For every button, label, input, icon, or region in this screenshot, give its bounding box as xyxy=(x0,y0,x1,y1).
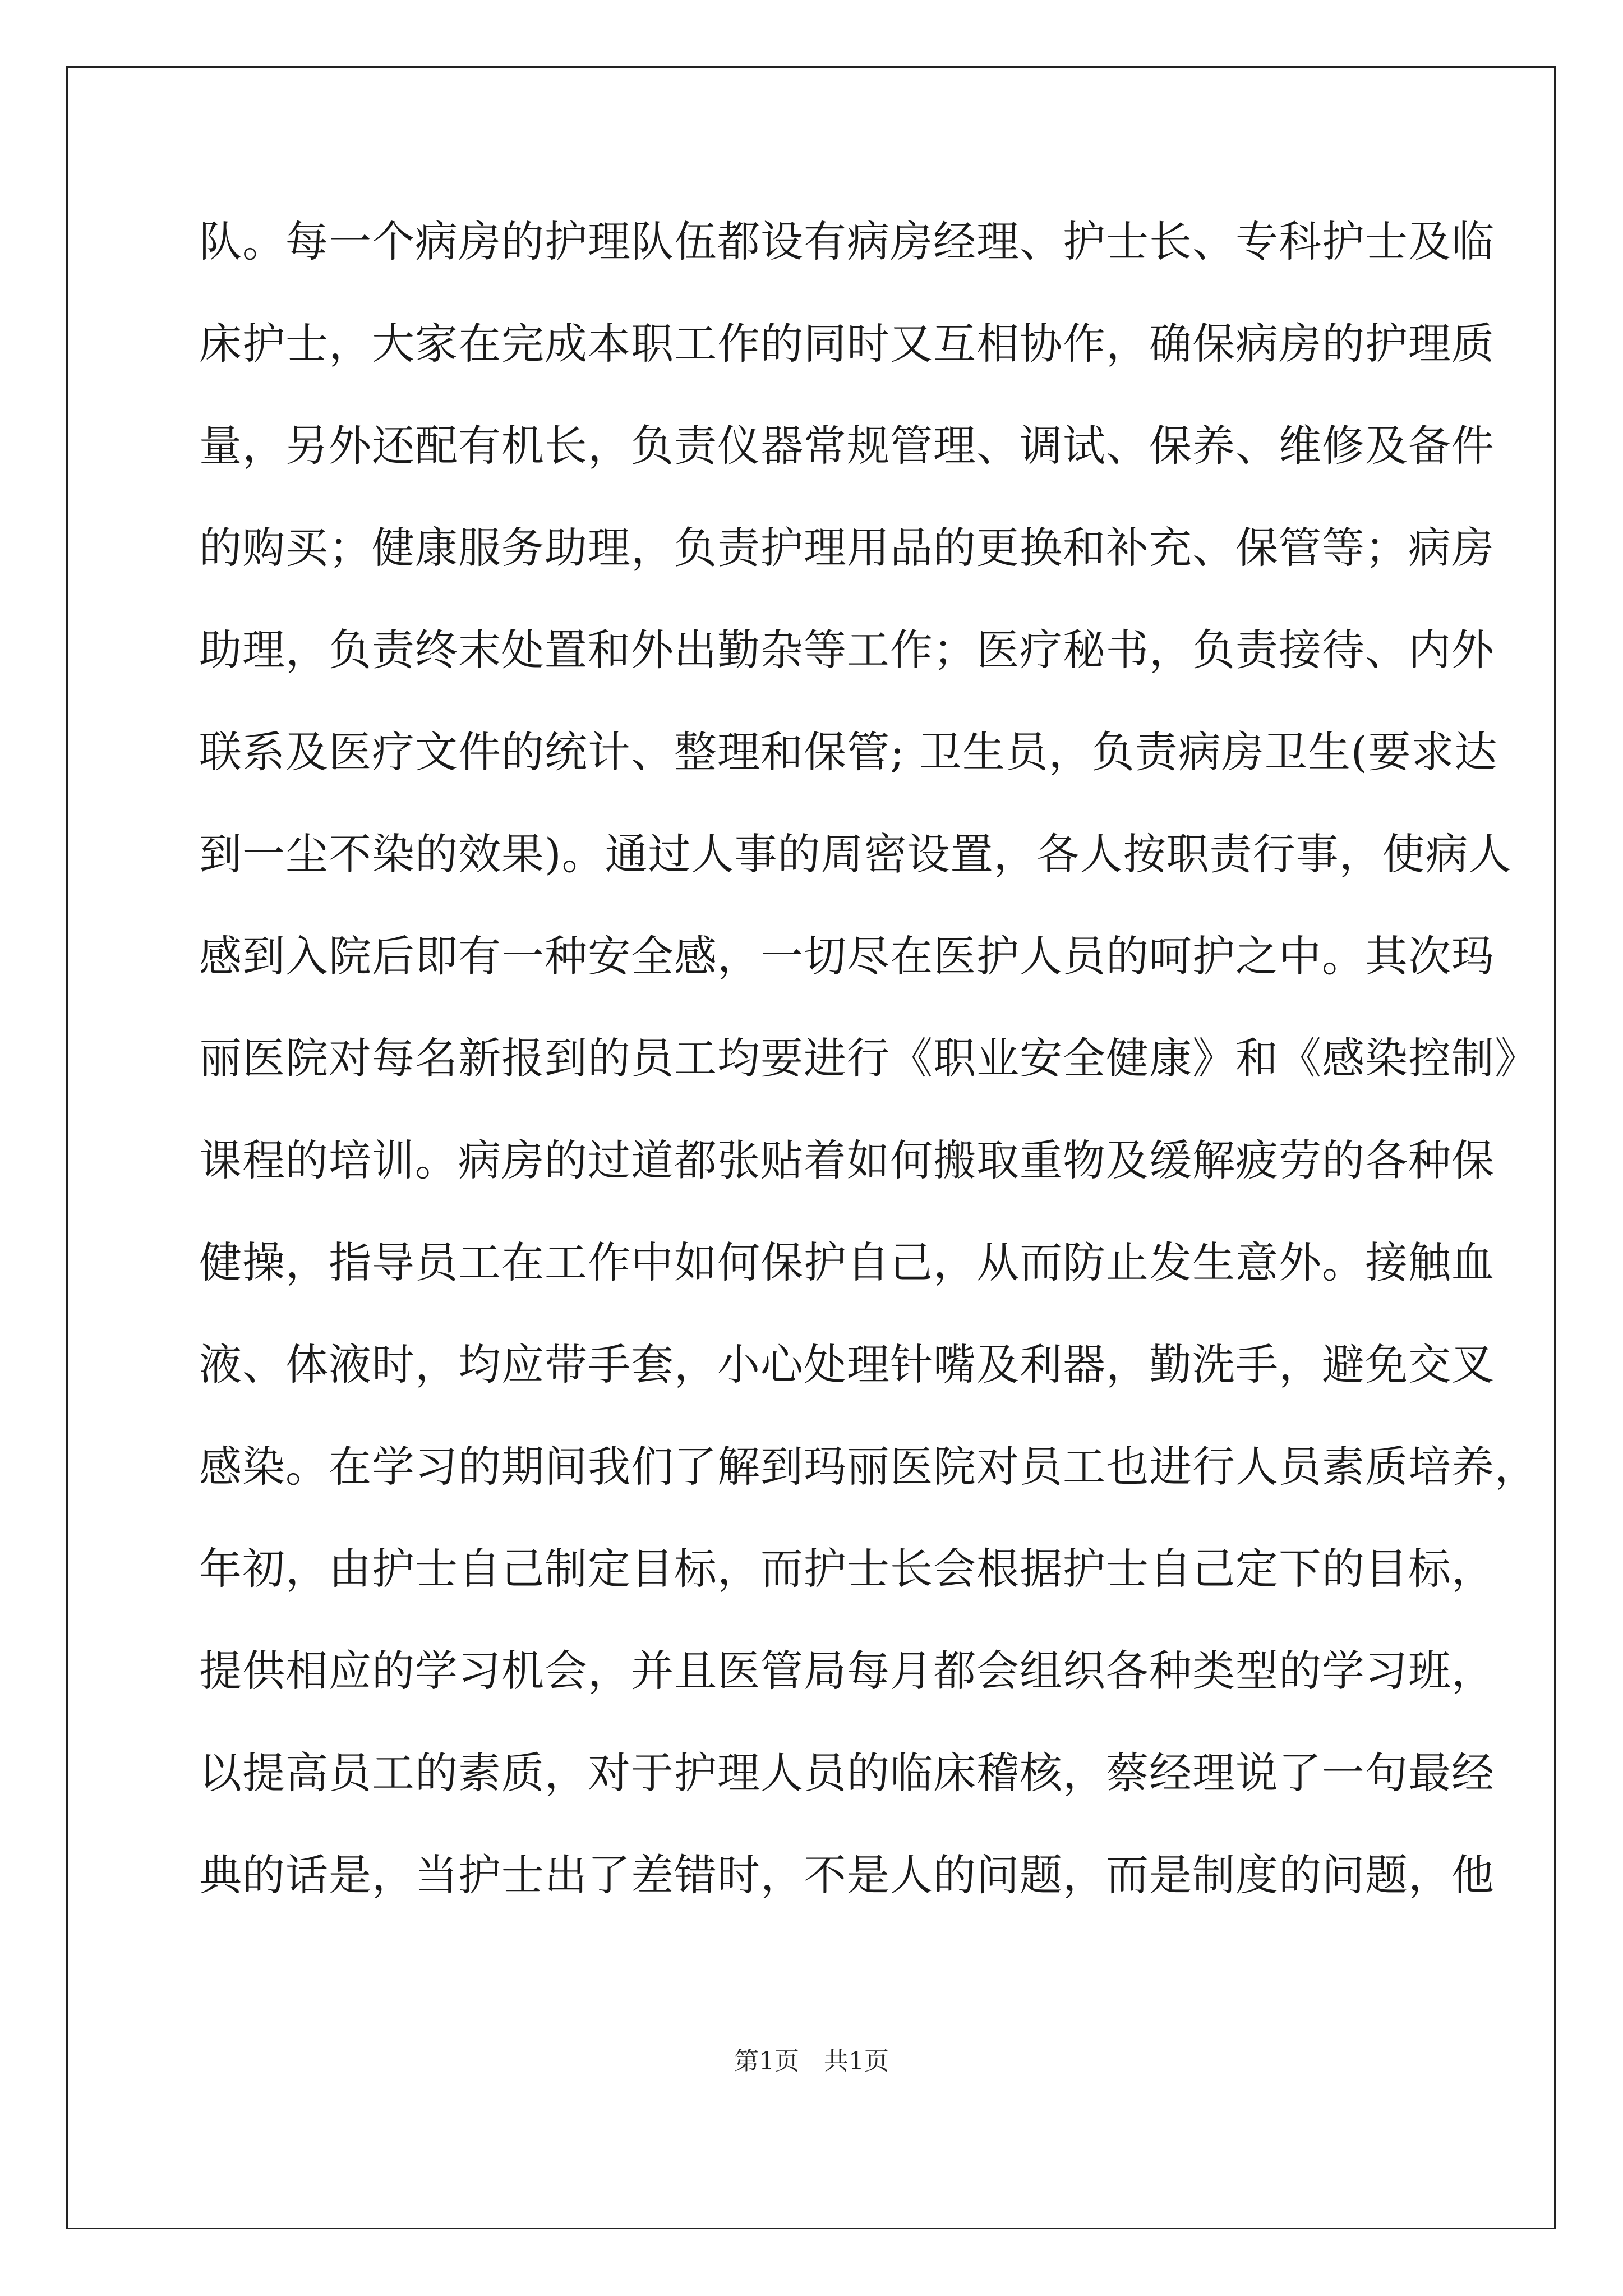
text-line: 的购买；健康服务助理，负责护理用品的更换和补充、保管等；病房 xyxy=(199,523,1495,573)
text-line: 联系及医疗文件的统计、整理和保管; 卫生员，负责病房卫生(要求达 xyxy=(199,727,1498,777)
text-line: 量，另外还配有机长，负责仪器常规管理、调试、保养、维修及备件 xyxy=(199,421,1495,471)
text-line: 健操，指导员工在工作中如何保护自己，从而防止发生意外。接触血 xyxy=(199,1237,1495,1287)
text-line: 提供相应的学习机会，并且医管局每月都会组织各种类型的学习班， xyxy=(199,1646,1495,1696)
text-line: 到一尘不染的效果)。通过人事的周密设置，各人按职责行事，使病人 xyxy=(199,829,1512,879)
text-line: 感到入院后即有一种安全感，一切尽在医护人员的呵护之中。其次玛 xyxy=(199,931,1495,981)
text-line: 年初，由护士自己制定目标，而护士长会根据护士自己定下的目标， xyxy=(199,1544,1495,1594)
document-body xyxy=(199,208,1538,1943)
text-line: 课程的培训。病房的过道都张贴着如何搬取重物及缓解疲劳的各种保 xyxy=(199,1135,1495,1185)
text-line: 典的话是，当护士出了差错时，不是人的问题，而是制度的问题，他 xyxy=(199,1850,1495,1900)
text-line: 以提高员工的素质，对于护理人员的临床稽核，蔡经理说了一句最经 xyxy=(199,1748,1495,1798)
text-line: 丽医院对每名新报到的员工均要进行《职业安全健康》和《感染控制》 xyxy=(199,1033,1538,1083)
text-line: 床护士，大家在完成本职工作的同时又互相协作，确保病房的护理质 xyxy=(199,319,1495,369)
text-line: 助理，负责终末处置和外出勤杂等工作；医疗秘书，负责接待、内外 xyxy=(199,625,1495,675)
text-line: 液、体液时，均应带手套，小心处理针嘴及利器，勤洗手，避免交叉 xyxy=(199,1340,1495,1389)
page-number-footer: 第1页 共1页 xyxy=(734,2047,889,2076)
text-line: 队。每一个病房的护理队伍都设有病房经理、护士长、专科护士及临 xyxy=(199,217,1495,266)
text-line: 感染。在学习的期间我们了解到玛丽医院对员工也进行人员素质培养， xyxy=(199,1442,1538,1492)
